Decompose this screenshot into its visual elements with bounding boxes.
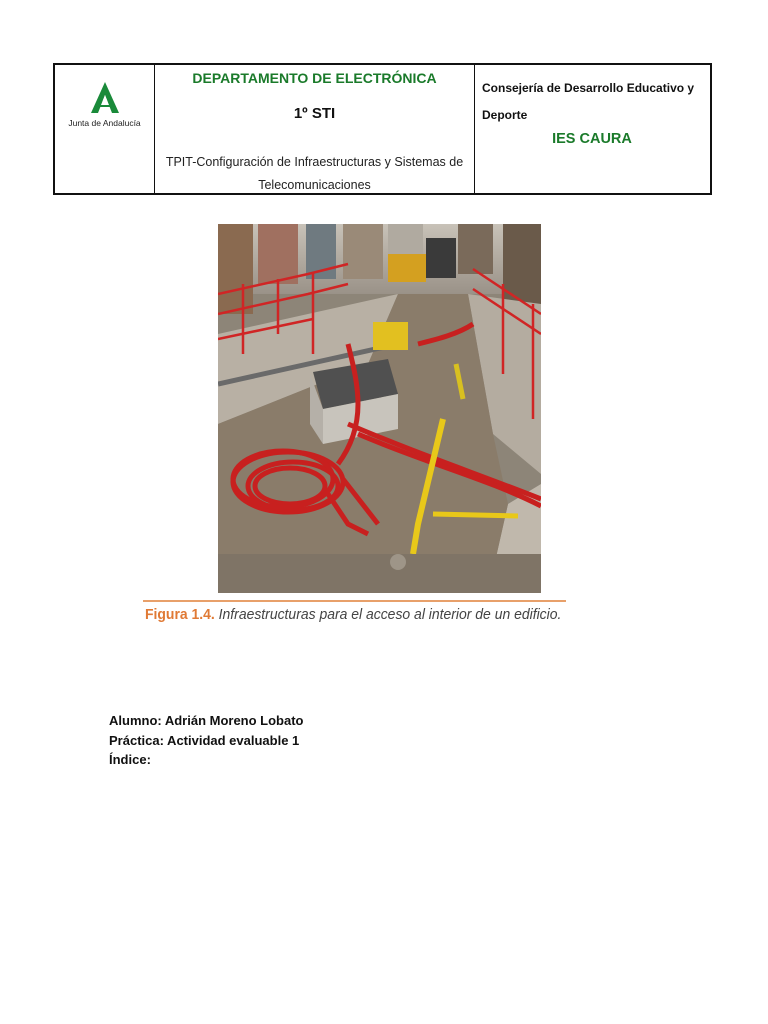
header-table bbox=[53, 63, 712, 195]
module-title: TPIT-Configuración de Infraestructuras y Sistemas de Telecomunicaciones bbox=[165, 155, 464, 192]
logo-text: Junta de Andalucía bbox=[68, 118, 141, 128]
junta-andalucia-logo-icon bbox=[84, 81, 126, 115]
department-title: DEPARTAMENTO DE ELECTRÓNICA bbox=[192, 70, 437, 86]
title-cell bbox=[155, 65, 475, 193]
course-title: 1º STI bbox=[293, 105, 336, 122]
student-info bbox=[109, 711, 304, 770]
caption-divider bbox=[143, 600, 566, 602]
figure-caption-text: Infraestructuras para el acceso al interior de un edificio. bbox=[218, 606, 562, 623]
logo-cell bbox=[55, 65, 155, 193]
student-name: Alumno: Adrián Moreno Lobato bbox=[109, 713, 304, 728]
figure-label: Figura 1.4. bbox=[145, 606, 215, 623]
consejeria-text: Consejería de Desarrollo Educativo y Deporte bbox=[482, 81, 695, 122]
institution-cell bbox=[475, 65, 710, 193]
school-name: IES CAURA bbox=[552, 131, 632, 147]
figure-caption bbox=[145, 606, 561, 623]
infrastructure-photo bbox=[218, 224, 541, 593]
practice-name: Práctica: Actividad evaluable 1 bbox=[109, 732, 300, 748]
index-heading: Índice: bbox=[109, 752, 151, 767]
